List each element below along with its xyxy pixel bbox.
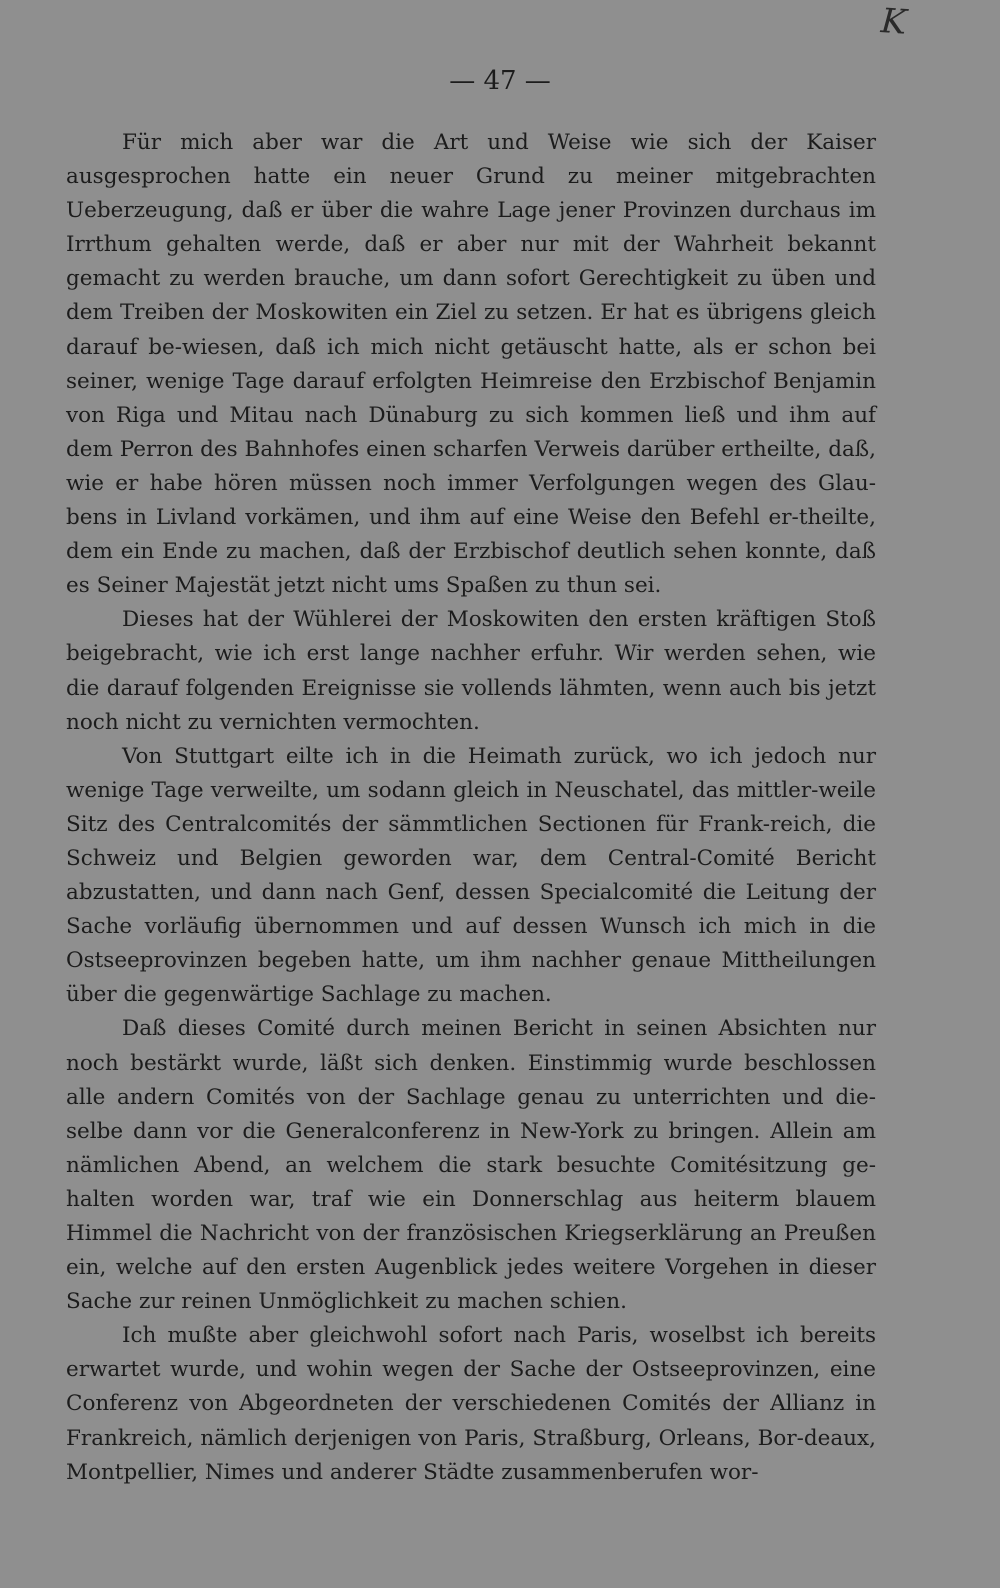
paragraph: Von Stuttgart eilte ich in die Heimath zurück, wo ich jedoch nur wenige Tage verweilte, um sodann gleich in Neuschatel, das mittler-weile Sitz des Centralcomités der sämmtlichen Sectionen für Frank-reich, die Schweiz und Belgien geworden war, dem Central-Comité Bericht abzustatten, und dann nach Genf, dessen Specialcomité die Leitung der Sache vorläufig übernommen und auf dessen Wunsch ich mich in die Ostseeprovinzen begeben hatte, um ihm nachher genaue Mittheilungen über die gegenwärtige Sachlage zu machen.	[66, 743, 876, 1008]
paragraph: Dieses hat der Wühlerei der Moskowiten den ersten kräftigen Stoß beigebracht, wie ich erst lange nachher erfuhr. Wir werden sehen, wie die darauf folgenden Ereignisse sie vollends lähmten, wenn auch bis jetzt noch nicht zu vernichten vermochten.	[66, 607, 876, 735]
page-number: — 47 —	[449, 66, 551, 96]
handwritten-corner-mark: K	[879, 1, 910, 43]
paragraph: Ich mußte aber gleichwohl sofort nach Paris, woselbst ich bereits erwartet wurde, und wohin wegen der Sache der Ostseeprovinzen, eine Conferenz von Abgeordneten der verschiedenen Comités der Allianz in Frankreich, nämlich derjenigen von Paris, Straßburg, Orleans, Bor-deaux, Montpellier, Nimes und anderer Städte zusammenberufen wor-	[66, 1323, 876, 1485]
paragraph: Für mich aber war die Art und Weise wie sich der Kaiser ausgesprochen hatte ein neuer Grund zu meiner mitgebrachten Ueberzeugung, daß er über die wahre Lage jener Provinzen durchaus im Irrthum gehalten werde, daß er aber nur mit der Wahrheit bekannt gemacht zu werden brauche, um dann sofort Gerechtigkeit zu üben und dem Treiben der Moskowiten ein Ziel zu setzen. Er hat es übrigens gleich darauf be-wiesen, daß ich mich nicht getäuscht hatte, als er schon bei seiner, wenige Tage darauf erfolgten Heimreise den Erzbischof Benjamin von Riga und Mitau nach Dünaburg zu sich kommen ließ und ihm auf dem Perron des Bahnhofes einen scharfen Verweis darüber ertheilte, daß, wie er habe hören müssen noch immer Verfolgungen wegen des Glau-bens in Livland vorkämen, und ihm auf eine Weise den Befehl er-theilte, dem ein Ende zu machen, daß der Erzbischof deutlich sehen konnte, daß es Seiner Majestät jetzt nicht ums Spaßen zu thun sei.	[66, 130, 876, 599]
body-text	[66, 126, 876, 1490]
paragraph: Daß dieses Comité durch meinen Bericht in seinen Absichten nur noch bestärkt wurde, läßt sich denken. Einstimmig wurde beschlossen alle andern Comités von der Sachlage genau zu unterrichten und die-selbe dann vor die Generalconferenz in New-York zu bringen. Allein am nämlichen Abend, an welchem die stark besuchte Comitésitzung ge-halten worden war, traf wie ein Donnerschlag aus heiterm blauem Himmel die Nachricht von der französischen Kriegserklärung an Preußen ein, welche auf den ersten Augenblick jedes weitere Vorgehen in dieser Sache zur reinen Unmöglichkeit zu machen schien.	[66, 1016, 876, 1315]
